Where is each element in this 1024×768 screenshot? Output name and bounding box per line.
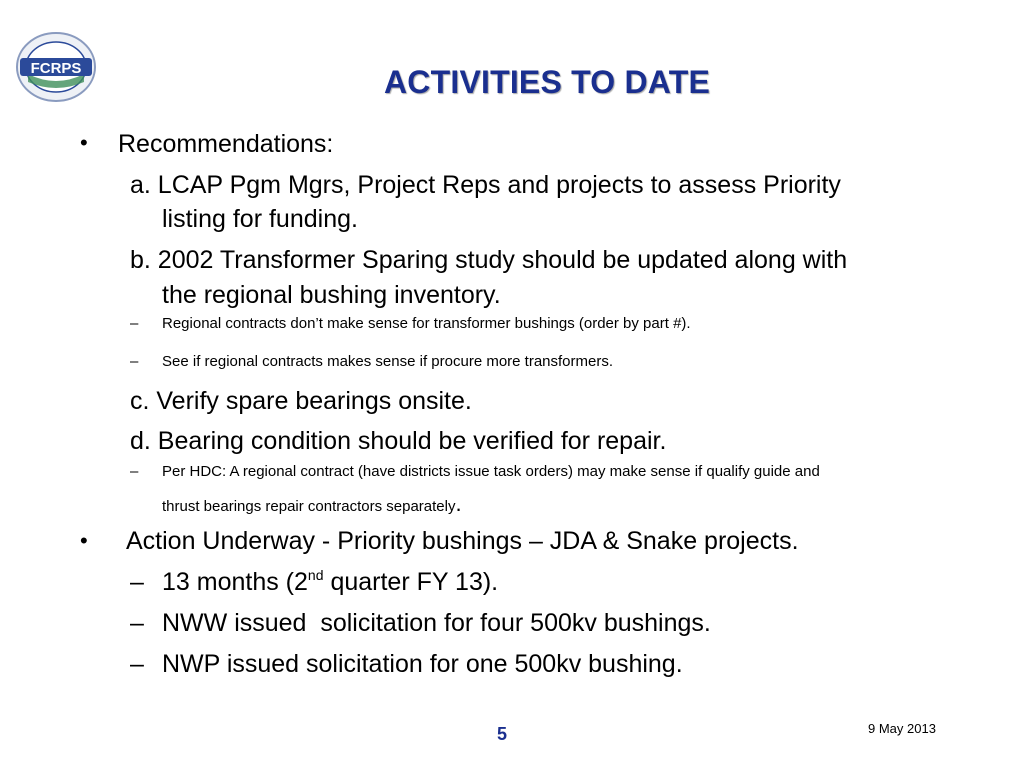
recommendations-heading: Recommendations:	[118, 130, 334, 158]
action-sub2: NWW issued solicitation for four 500kv bushings.	[162, 609, 711, 637]
item-b-line2: the regional bushing inventory.	[162, 281, 501, 309]
dash-icon: –	[130, 650, 144, 678]
sub-d1-line1: Per HDC: A regional contract (have districts issue task orders) may make sense if qualify guide and	[162, 463, 820, 480]
page-number: 5	[497, 724, 508, 744]
sub-d1-end: .	[455, 491, 462, 516]
action-sub1	[162, 565, 498, 599]
sub-d1-line2	[162, 491, 462, 517]
item-a-line2: listing for funding.	[162, 205, 358, 233]
dash-icon: –	[130, 463, 139, 480]
dash-icon: –	[130, 353, 139, 370]
slide-date: 9 May 2013	[868, 721, 936, 736]
sub-d1-line2-text: thrust bearings repair contractors separately	[162, 498, 456, 515]
item-a-line1: a. LCAP Pgm Mgrs, Project Reps and projects to assess Priority	[130, 171, 841, 199]
slide-title: ACTIVITIES TO DATE	[384, 64, 710, 100]
item-d: d. Bearing condition should be verified for repair.	[130, 427, 667, 455]
item-c: c. Verify spare bearings onsite.	[130, 387, 472, 415]
dash-icon: –	[130, 568, 144, 596]
bullet-icon: •	[80, 528, 88, 553]
action-sub1-post: quarter FY 13).	[323, 568, 499, 596]
item-b-line1: b. 2002 Transformer Sparing study should be updated along with	[130, 246, 848, 274]
action-sub1-sup: nd	[307, 567, 324, 583]
sub-b1: Regional contracts don’t make sense for transformer bushings (order by part #).	[162, 315, 691, 332]
action-sub3: NWP issued solicitation for one 500kv bushing.	[162, 650, 683, 678]
action-underway: Action Underway - Priority bushings – JDA & Snake projects.	[126, 527, 799, 555]
dash-icon: –	[130, 609, 144, 637]
bullet-icon: •	[80, 130, 88, 155]
dash-icon: –	[130, 315, 139, 332]
action-sub1-pre: 13 months (2	[162, 568, 308, 596]
logo-text: FCRPS	[30, 60, 82, 77]
sub-b2: See if regional contracts makes sense if procure more transformers.	[162, 353, 614, 370]
